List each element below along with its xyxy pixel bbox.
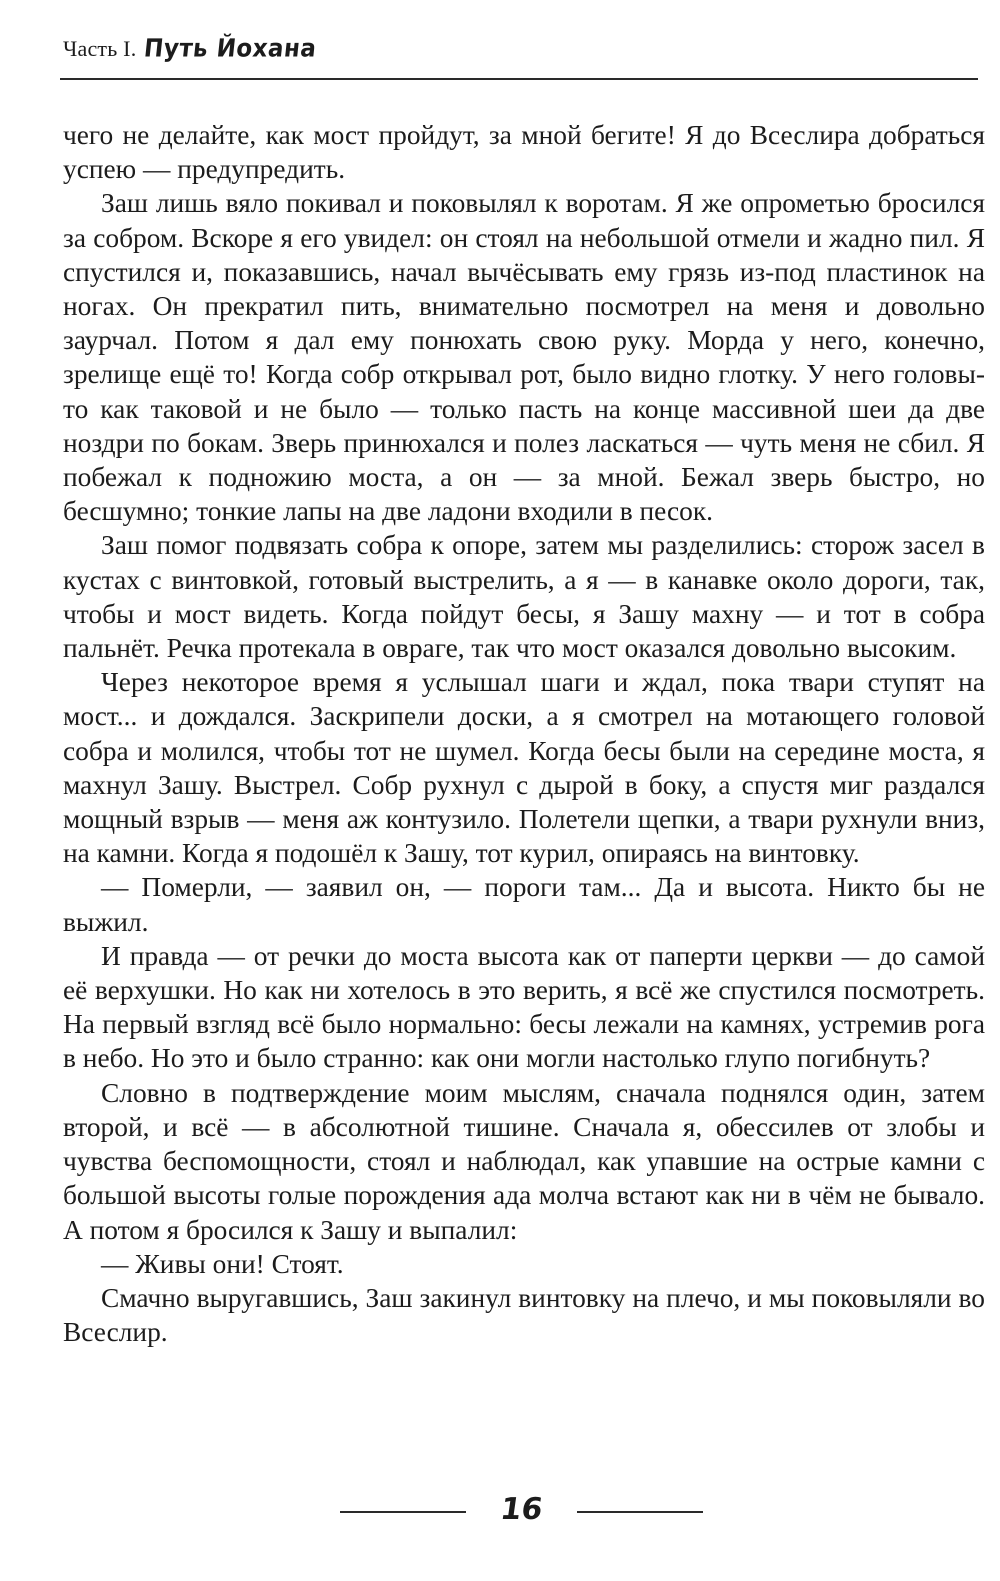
part-label: Часть I. bbox=[63, 36, 137, 61]
paragraph: Словно в подтверждение моим мыслям, сначала поднялся один, затем второй, и всё — в абсолютной тишине. Сначала я, обессилев от злобы и чувства беспомощности, стоял и наблюдал, как упавшие на острые камни с большой высоты голые порождения ада молча встают как ни в чём не бывало. А потом я бросился к Зашу и выпалил: bbox=[63, 1077, 985, 1245]
paragraph: Смачно выругавшись, Заш закинул винтовку на плечо, и мы поковыляли во Всеслир. bbox=[63, 1282, 985, 1348]
paragraph: Заш помог подвязать собра к опоре, затем мы разделились: сторож засел в кустах с винтовкой, готовый выстрелить, а я — в канавке около дороги, так, чтобы и мост видеть. Когда пойдут бесы, я Зашу махну — и тот в собра пальнёт. Речка протекала в овраге, так что мост оказался довольно высоким. bbox=[63, 530, 985, 664]
footer-rule-right bbox=[577, 1511, 703, 1513]
header-rule bbox=[60, 78, 978, 80]
page-number: 16 bbox=[498, 1492, 545, 1527]
part-title: Путь Йохана bbox=[142, 34, 319, 64]
body-text bbox=[63, 118, 985, 1349]
running-header bbox=[63, 36, 317, 62]
paragraph: — Померли, — заявил он, — пороги там... Да и высота. Никто бы не выжил. bbox=[63, 872, 985, 937]
paragraph: Заш лишь вяло покивал и поковылял к воротам. Я же опрометью бросился за собром. Вскоре я его увидел: он стоял на небольшой отмели и жадно пил. Я спустился и, показавшись, начал вычёсывать ему грязь из-под пластинок на ногах. Он прекратил пить, внимательно посмотрел на меня и довольно заурчал. Потом я дал ему понюхать свою руку. Морда у него, конечно, зрелище ещё то! Когда собр открывал рот, было видно глотку. У него головы-то как таковой и не было — только пасть на конце массивной шеи да две ноздри по бокам. Зверь принюхался и полез ласкаться — чуть меня не сбил. Я побежал к подножию моста, а он — за мной. Бежал зверь быстро, но бесшумно; тонкие лапы на две ладони входили в песок. bbox=[63, 188, 985, 527]
page-footer bbox=[0, 1490, 1000, 1530]
paragraph: И правда — от речки до моста высота как от паперти церкви — до самой её верхушки. Но как ни хотелось в это верить, я всё же спустился посмотреть. На первый взгляд всё было нормально: бесы лежали на камнях, устремив рога в небо. Но это и было странно: как они могли настолько глупо погибнуть? bbox=[63, 940, 985, 1074]
footer-rule-left bbox=[340, 1511, 466, 1513]
paragraph: Через некоторое время я услышал шаги и ждал, пока твари ступят на мост... и дождался. Заскрипели доски, а я смотрел на мотающего головой собра и молился, чтобы тот не шумел. Когда бесы были на середине моста, я махнул Зашу. Выстрел. Собр рухнул с дырой в боку, а спустя миг раздался мощный взрыв — меня аж контузило. Полетели щепки, а твари рухнули вниз, на камни. Когда я подошёл к Зашу, тот курил, опираясь на винтовку. bbox=[63, 667, 985, 869]
paragraph: чего не делайте, как мост пройдут, за мной бегите! Я до Всеслира добраться успею — предупредить. bbox=[63, 120, 985, 185]
paragraph: — Живы они! Стоят. bbox=[101, 1248, 344, 1279]
